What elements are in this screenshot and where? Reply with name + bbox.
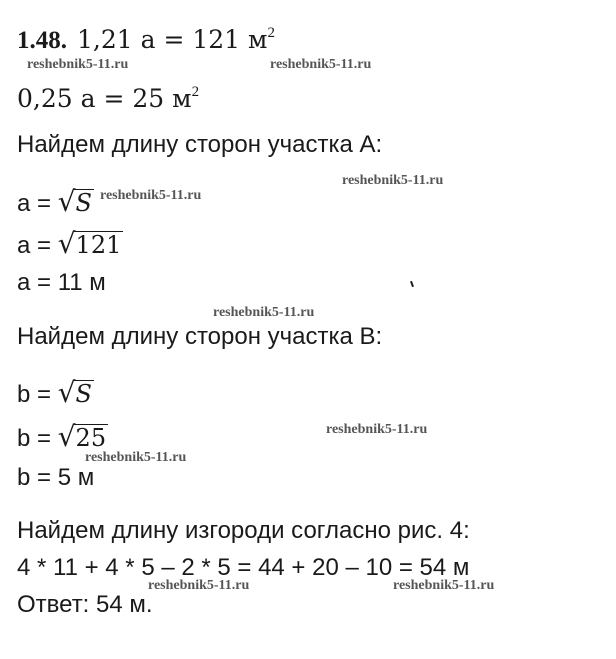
section-b-line-3: b = 5 м [17, 464, 95, 491]
equation-2-exponent: 2 [191, 84, 200, 100]
stray-mark [410, 281, 414, 287]
equation-1-text: 1,21 a = 121 м [77, 25, 268, 54]
equation-1 [17, 18, 275, 56]
section-a-line-2 [17, 229, 123, 261]
watermark: reshebnik5-11.ru [27, 57, 129, 72]
watermark: reshebnik5-11.ru [213, 305, 315, 320]
section-a-line-2-prefix: a = [17, 232, 58, 259]
watermark: reshebnik5-11.ru [342, 173, 444, 188]
radicand: 25 [75, 424, 107, 452]
radical-sign: √ [57, 185, 76, 218]
radicand: S [75, 380, 92, 408]
equation-1-exponent: 2 [267, 25, 275, 41]
equation-2 [17, 77, 199, 115]
watermark: reshebnik5-11.ru [100, 188, 202, 203]
watermark: reshebnik5-11.ru [85, 450, 187, 465]
section-b-line-1-prefix: b = [17, 381, 58, 408]
section-a-line-1-prefix: a = [17, 190, 58, 217]
section-b-line-1 [17, 378, 94, 410]
section-b-heading: Найдем длину сторон участка В: [17, 323, 383, 350]
watermark: reshebnik5-11.ru [326, 422, 428, 437]
radical-sign: √ [57, 420, 76, 453]
answer: Ответ: 54 м. [17, 591, 153, 618]
sqrt-expression [58, 187, 94, 219]
equation-2-text: 0,25 a = 25 м [17, 84, 192, 113]
fence-heading: Найдем длину изгороди согласно рис. 4: [17, 517, 470, 544]
sqrt-expression [58, 229, 124, 261]
radical-sign: √ [57, 376, 76, 409]
watermark: reshebnik5-11.ru [148, 578, 250, 593]
sqrt-expression [58, 378, 94, 410]
radicand: S [75, 189, 92, 217]
section-a-line-1 [17, 187, 94, 219]
section-a-heading: Найдем длину сторон участка А: [17, 131, 383, 158]
radical-sign: √ [57, 227, 76, 260]
problem-number: 1.48. [17, 27, 67, 54]
fence-calculation: 4 * 11 + 4 * 5 – 2 * 5 = 44 + 20 – 10 = 54 м [17, 554, 470, 581]
watermark: reshebnik5-11.ru [393, 578, 495, 593]
section-a-line-3: a = 11 м [17, 269, 106, 296]
radicand: 121 [75, 231, 122, 259]
watermark: reshebnik5-11.ru [270, 57, 372, 72]
section-b-line-2-prefix: b = [17, 425, 58, 452]
